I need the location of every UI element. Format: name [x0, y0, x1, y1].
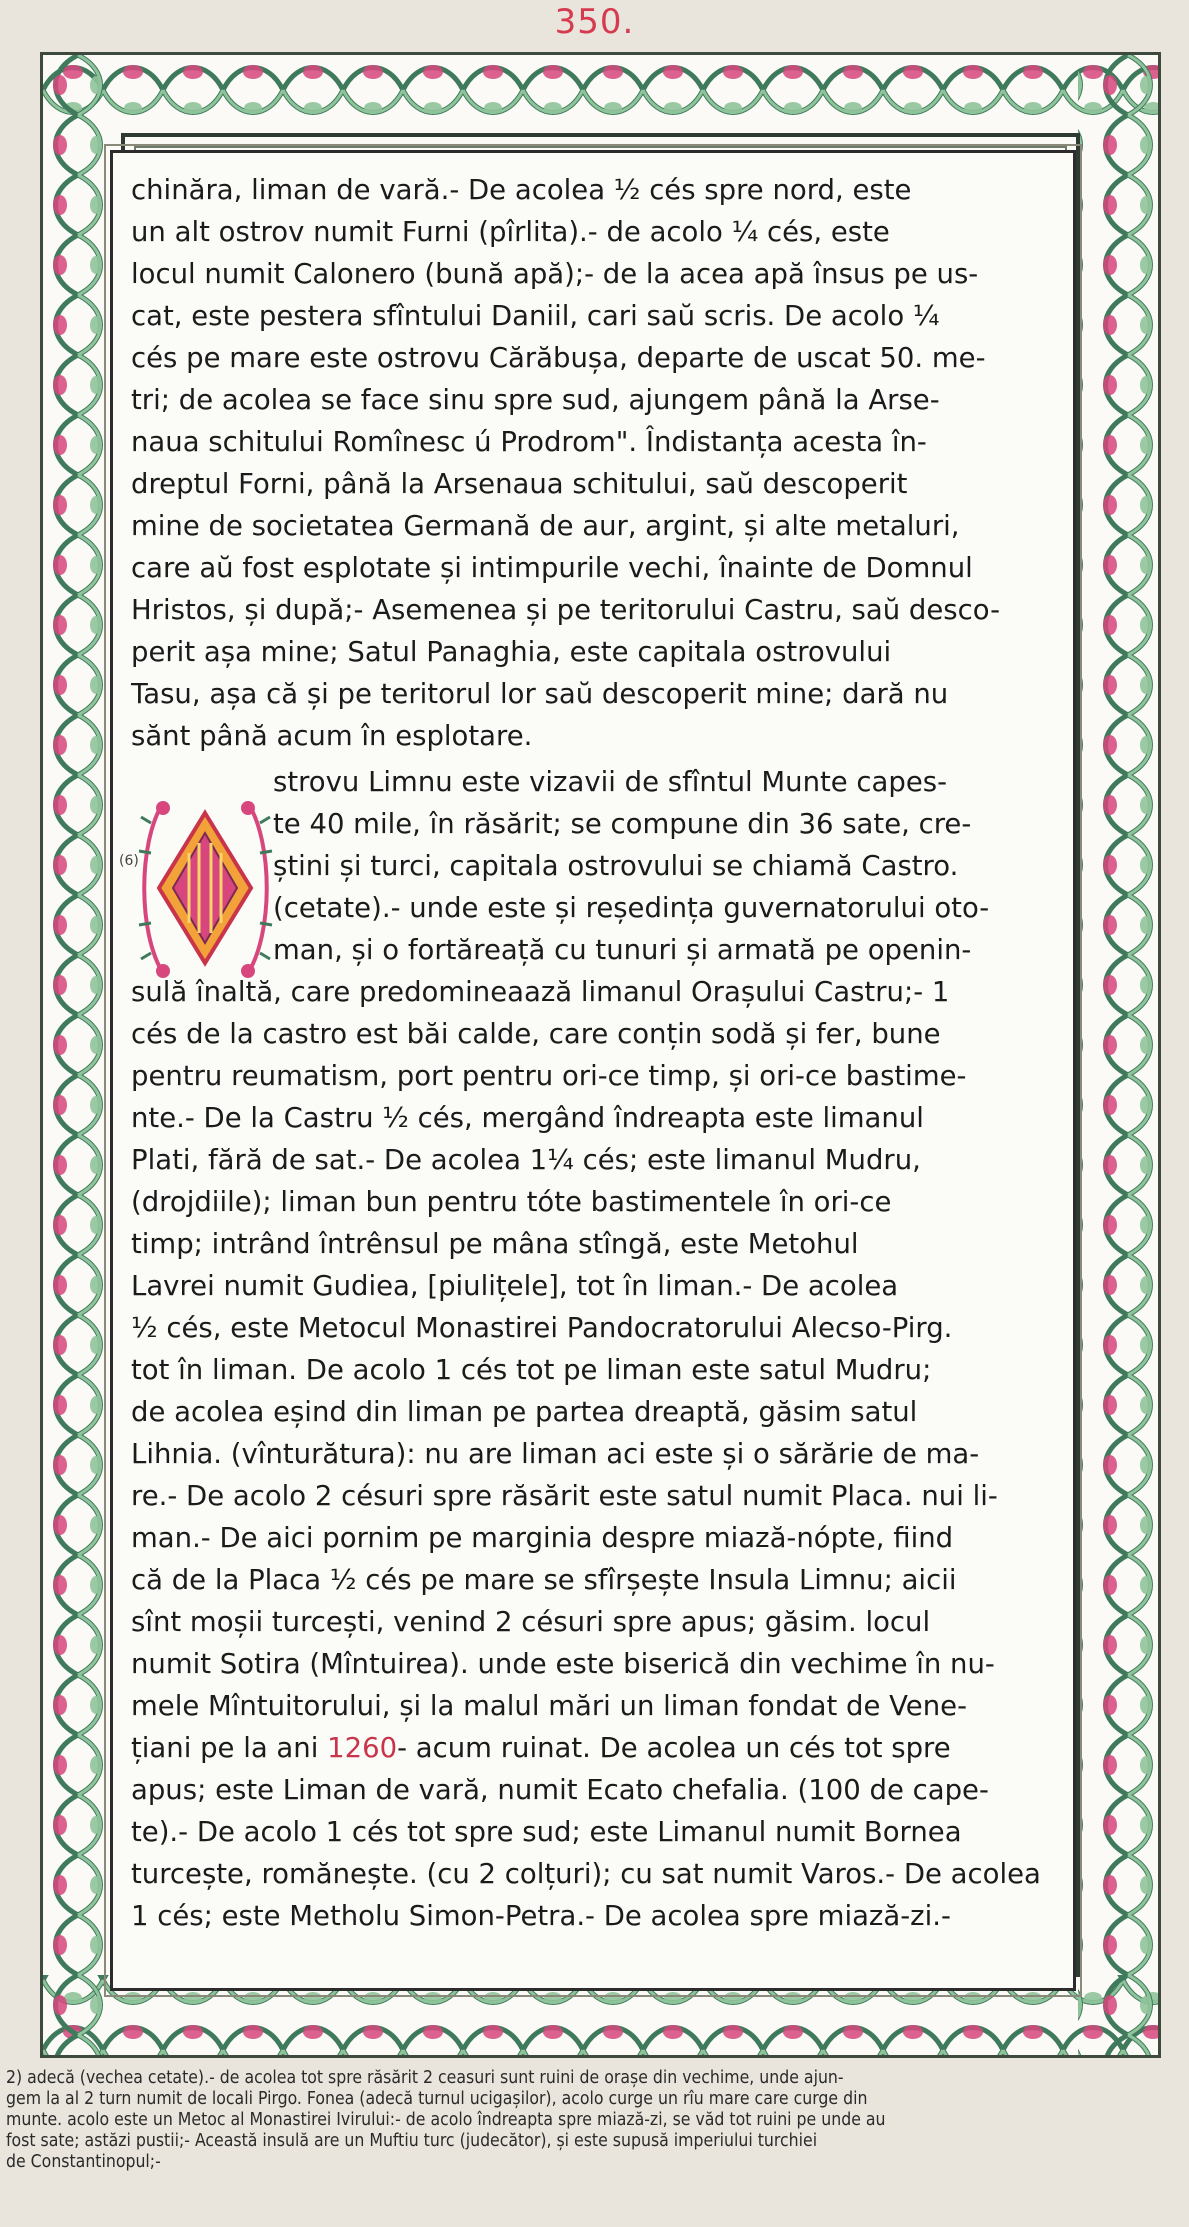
footnote-line: 2) adecă (vechea cetate).- de acolea tot spre răsărit 2 ceasuri sunt ruini de orașe din vechime, unde ajun-: [6, 2068, 844, 2088]
text-line: naua schitului Romînesc ú Prodrom". Îndistanța acesta în-: [131, 426, 927, 458]
text-line: Tasu, așa că și pe teritorul lor saŭ descoperit mine; dară nu: [131, 678, 949, 710]
footnote: [6, 2068, 1181, 2173]
text-line: că de la Placa ½ cés pe mare se sfîrșește Insula Limnu; aicii: [131, 1564, 957, 1596]
text-line: man.- De aici pornim pe marginia despre miază-nópte, fiind: [131, 1522, 954, 1554]
text-line: sînt moșii turcești, venind 2 césuri spre apus; găsim. locul: [131, 1606, 931, 1638]
text-line: 1 cés; este Metholu Simon-Petra.- De acolea spre miază-zi.-: [131, 1900, 951, 1932]
footnote-line: munte. acolo este un Metoc al Monastirei Ivirului:- de acolo îndreapta spre miază-zi, se văd tot ruini pe unde au: [6, 2110, 886, 2130]
text-line: Lihnia. (vînturătura): nu are liman aci este și o sărărie de ma-: [131, 1438, 980, 1470]
text-line: cés pe mare este ostrovu Cărăbușa, departe de uscat 50. me-: [131, 342, 986, 374]
text-line: tot în liman. De acolo 1 cés tot pe liman este satul Mudru;: [131, 1354, 932, 1386]
footnote-line: gem la al 2 turn numit de locali Pirgo. Fonea (adecă turnul ucigașilor), acolo curge un rîu mare care curge din: [6, 2089, 868, 2109]
text-line: perit așa mine; Satul Panaghia, este capitala ostrovului: [131, 636, 892, 668]
page-number: 350.: [554, 2, 635, 42]
text-line: apus; este Liman de vară, numit Ecato chefalia. (100 de cape-: [131, 1774, 989, 1806]
text-line: chinăra, liman de vară.- De acolea ½ cés spre nord, este: [131, 174, 912, 206]
text-line: care aŭ fost esplotate și intimpurile vechi, înainte de Domnul: [131, 552, 973, 584]
illuminated-initial-o-icon: [133, 793, 278, 983]
text-line: știni și turci, capitala ostrovului se chiamă Castro.: [273, 850, 959, 882]
text-line: dreptul Forni, până la Arsenaua schitului, saŭ descoperit: [131, 468, 908, 500]
text-line: mele Mîntuitorului, și la malul mări un liman fondat de Vene-: [131, 1690, 967, 1722]
text-line: un alt ostrov numit Furni (pîrlita).- de acolo ¼ cés, este: [131, 216, 890, 248]
text-line: mine de societatea Germană de aur, argint, și alte metaluri,: [131, 510, 960, 542]
text-line: sulă înaltă, care predomineaază limanul Orașului Castru;- 1: [131, 976, 950, 1008]
text-line: sănt până acum în esplotare.: [131, 720, 533, 752]
text-line: tri; de acolea se face sinu spre sud, ajungem până la Arse-: [131, 384, 940, 416]
text-line: timp; intrând întrênsul pe mâna stîngă, este Metohul: [131, 1228, 859, 1260]
text-line: nte.- De la Castru ½ cés, mergând îndreapta este limanul: [131, 1102, 924, 1134]
footnote-line: de Constantinopul;-: [6, 2152, 161, 2172]
text-line: te).- De acolo 1 cés tot spre sud; este Limanul numit Bornea: [131, 1816, 962, 1848]
text-line: (drojdiile); liman bun pentru tóte bastimentele în ori-ce: [131, 1186, 892, 1218]
text-line: pentru reumatism, port pentru ori-ce timp, și ori-ce bastime-: [131, 1060, 967, 1092]
text-line-with-year: [131, 1727, 1061, 1769]
text-line: de acolea eșind din liman pe partea dreaptă, găsim satul: [131, 1396, 918, 1428]
year-highlight: 1260: [327, 1732, 398, 1764]
text-panel: [110, 150, 1076, 1991]
text-line: Hristos, și după;- Asemenea și pe teritorului Castru, saŭ desco-: [131, 594, 1000, 626]
text-line: re.- De acolo 2 césuri spre răsărit este satul numit Placa. nui li-: [131, 1480, 998, 1512]
text-segment: - acum ruinat. De acolea un cés tot spre: [397, 1732, 951, 1764]
margin-note: (6): [119, 853, 139, 869]
text-line: numit Sotira (Mîntuirea). unde este biserică din vechime în nu-: [131, 1648, 995, 1680]
text-line: man, și o fortăreață cu tunuri și armată pe openin-: [273, 934, 972, 966]
text-line: (cetate).- unde este și reședința guvernatorului oto-: [273, 892, 990, 924]
text-line: te 40 mile, în răsărit; se compune din 36 sate, cre-: [273, 808, 972, 840]
text-line: Lavrei numit Gudiea, [piulițele], tot în liman.- De acolea: [131, 1270, 899, 1302]
text-line: cés de la castro est băi calde, care conțin sodă și fer, bune: [131, 1018, 941, 1050]
text-segment: țiani pe la ani: [131, 1732, 319, 1764]
text-line: Plati, fără de sat.- De acolea 1¼ cés; este limanul Mudru,: [131, 1144, 921, 1176]
text-line: strovu Limnu este vizavii de sfîntul Munte capes-: [273, 766, 948, 798]
text-line: turcește, romănește. (cu 2 colțuri); cu sat numit Varos.- De acolea: [131, 1858, 1041, 1890]
text-line: locul numit Calonero (bună apă);- de la acea apă însus pe us-: [131, 258, 979, 290]
text-line: cat, este pestera sfîntului Daniil, cari saŭ scris. De acolo ¼: [131, 300, 940, 332]
text-line: ½ cés, este Metocul Monastirei Pandocratorului Alecso-Pirg.: [131, 1312, 953, 1344]
footnote-line: fost sate; astăzi pustii;- Această insulă are un Muftiu turc (judecător), și este supusă imperiului turchiei: [6, 2131, 818, 2151]
